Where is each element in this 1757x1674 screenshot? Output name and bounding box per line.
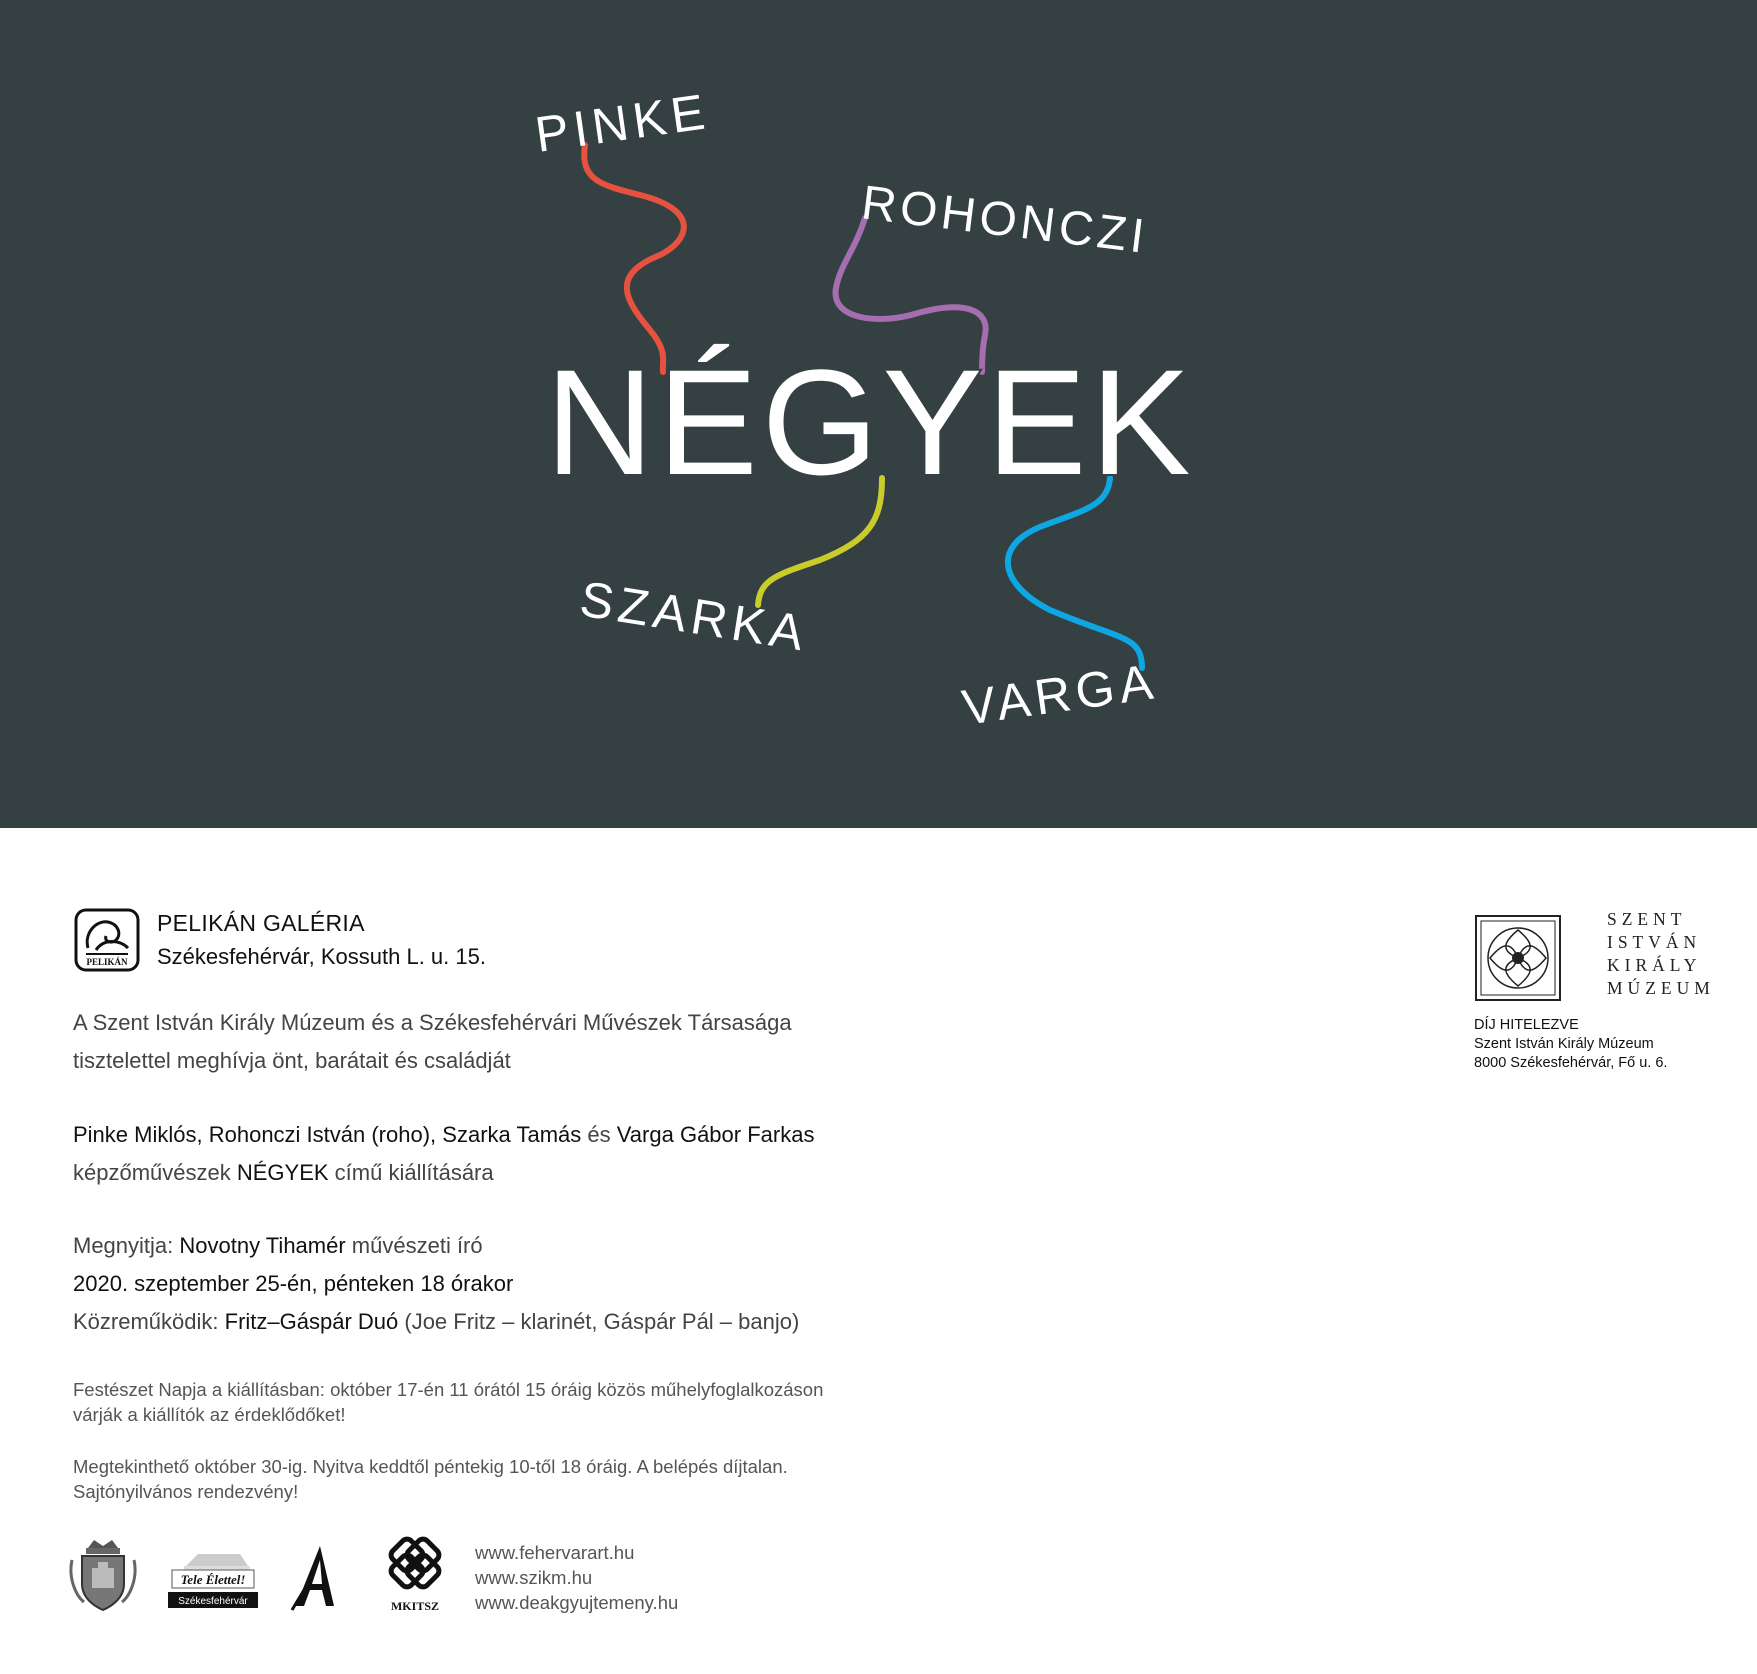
url-deakgyujtemeny[interactable]: www.deakgyujtemeny.hu [475, 1592, 679, 1613]
performer-label: Közreműködik: [73, 1309, 225, 1334]
postage-credit [1474, 1016, 1667, 1073]
exhibition-line-post: című kiállítására [328, 1160, 494, 1185]
performer-detail: (Joe Fritz – klarinét, Gáspár Pál – banjo) [398, 1309, 800, 1334]
credit-title: DÍJ HITELEZVE [1474, 1017, 1579, 1033]
performer-line [73, 1303, 799, 1341]
hours-note-1: Megtekinthető október 30-ig. Nyitva keddtől péntekig 10-től 18 óráig. A belépés díjtalan. [73, 1456, 788, 1477]
hero-banner [0, 0, 1757, 828]
and-word: és [587, 1122, 611, 1147]
artist-rohonczi: Rohonczi István (roho) [208, 1122, 431, 1147]
main-title: NÉGYEK [545, 338, 1195, 506]
mkitsz-logo-icon [380, 1536, 450, 1614]
varga-squiggle-line [1008, 478, 1142, 668]
website-links [475, 1540, 678, 1615]
museum-name [1607, 908, 1715, 1000]
mkitsz-label: MKITSZ [390, 1599, 440, 1613]
performer-name: Fritz–Gáspár Duó [224, 1309, 399, 1334]
opener-role: művészeti író [345, 1233, 483, 1258]
museum-name-line-3: KIRÁLY [1607, 955, 1702, 975]
opener-line [73, 1227, 483, 1265]
festeszet-note-1: Festészet Napja a kiállításban: október 17-én 11 órától 15 óráig közös műhelyfoglalkozáson [73, 1379, 824, 1400]
gallery-address: Székesfehérvár, Kossuth L. u. 15. [157, 944, 486, 969]
name-szarka: SZARKA [576, 570, 813, 662]
exhibition-line [73, 1154, 494, 1192]
credit-name: Szent István Király Múzeum [1474, 1036, 1654, 1052]
museum-name-line-1: SZENT [1607, 909, 1687, 929]
city-coat-of-arms-icon [68, 1538, 138, 1612]
url-szikm[interactable]: www.szikm.hu [475, 1567, 593, 1588]
hours-note-2: Sajtónyilvános rendezvény! [73, 1481, 299, 1502]
invitation-line-2: tisztelettel meghívja önt, barátait és családját [73, 1048, 511, 1073]
hero-artwork [0, 0, 1757, 828]
exhibition-line-pre: képzőművészek [73, 1160, 237, 1185]
invitation-section [0, 828, 1757, 1674]
invitation-line-1: A Szent István Király Múzeum és a Székesfehérvári Művészek Társasága [73, 1010, 792, 1035]
museum-logo-icon [1474, 914, 1562, 1002]
pelikan-logo-icon [74, 908, 140, 972]
szekesfehervar-text: Székesfehérvár [178, 1596, 248, 1607]
name-pinke: PINKE [531, 83, 713, 163]
name-rohonczi: ROHONCZI [858, 176, 1151, 265]
gallery-name: PELIKÁN GALÉRIA [157, 910, 365, 936]
opening-datetime: 2020. szeptember 25-én, pénteken 18 órakor [73, 1271, 514, 1296]
opener-name: Novotny Tihamér [179, 1233, 346, 1258]
artist-szarka: Szarka Tamás [442, 1122, 582, 1147]
artist-pinke: Pinke Miklós [73, 1122, 197, 1147]
museum-name-line-2: ISTVÁN [1607, 932, 1702, 952]
muveszek-tarsasaga-logo-icon [290, 1540, 350, 1612]
festeszet-note-2: várják a kiállítók az érdeklődőket! [73, 1404, 346, 1425]
tele-elettel-text: Tele Élettel! [180, 1572, 246, 1587]
exhibition-title: NÉGYEK [236, 1160, 329, 1185]
artist-varga: Varga Gábor Farkas [616, 1122, 815, 1147]
pelikan-logo-label: PELIKÁN [86, 957, 128, 967]
url-fehervarart[interactable]: www.fehervarart.hu [475, 1542, 635, 1563]
opener-label: Megnyitja: [73, 1233, 180, 1258]
artists-line: Pinke Miklós, Rohonczi István (roho), Szarka Tamás és Varga Gábor Farkas [73, 1122, 815, 1147]
tele-elettel-logo-icon [168, 1544, 258, 1610]
name-varga: VARGA [958, 653, 1161, 736]
credit-address: 8000 Székesfehérvár, Fő u. 6. [1474, 1055, 1668, 1071]
museum-name-line-4: MÚZEUM [1607, 978, 1715, 998]
